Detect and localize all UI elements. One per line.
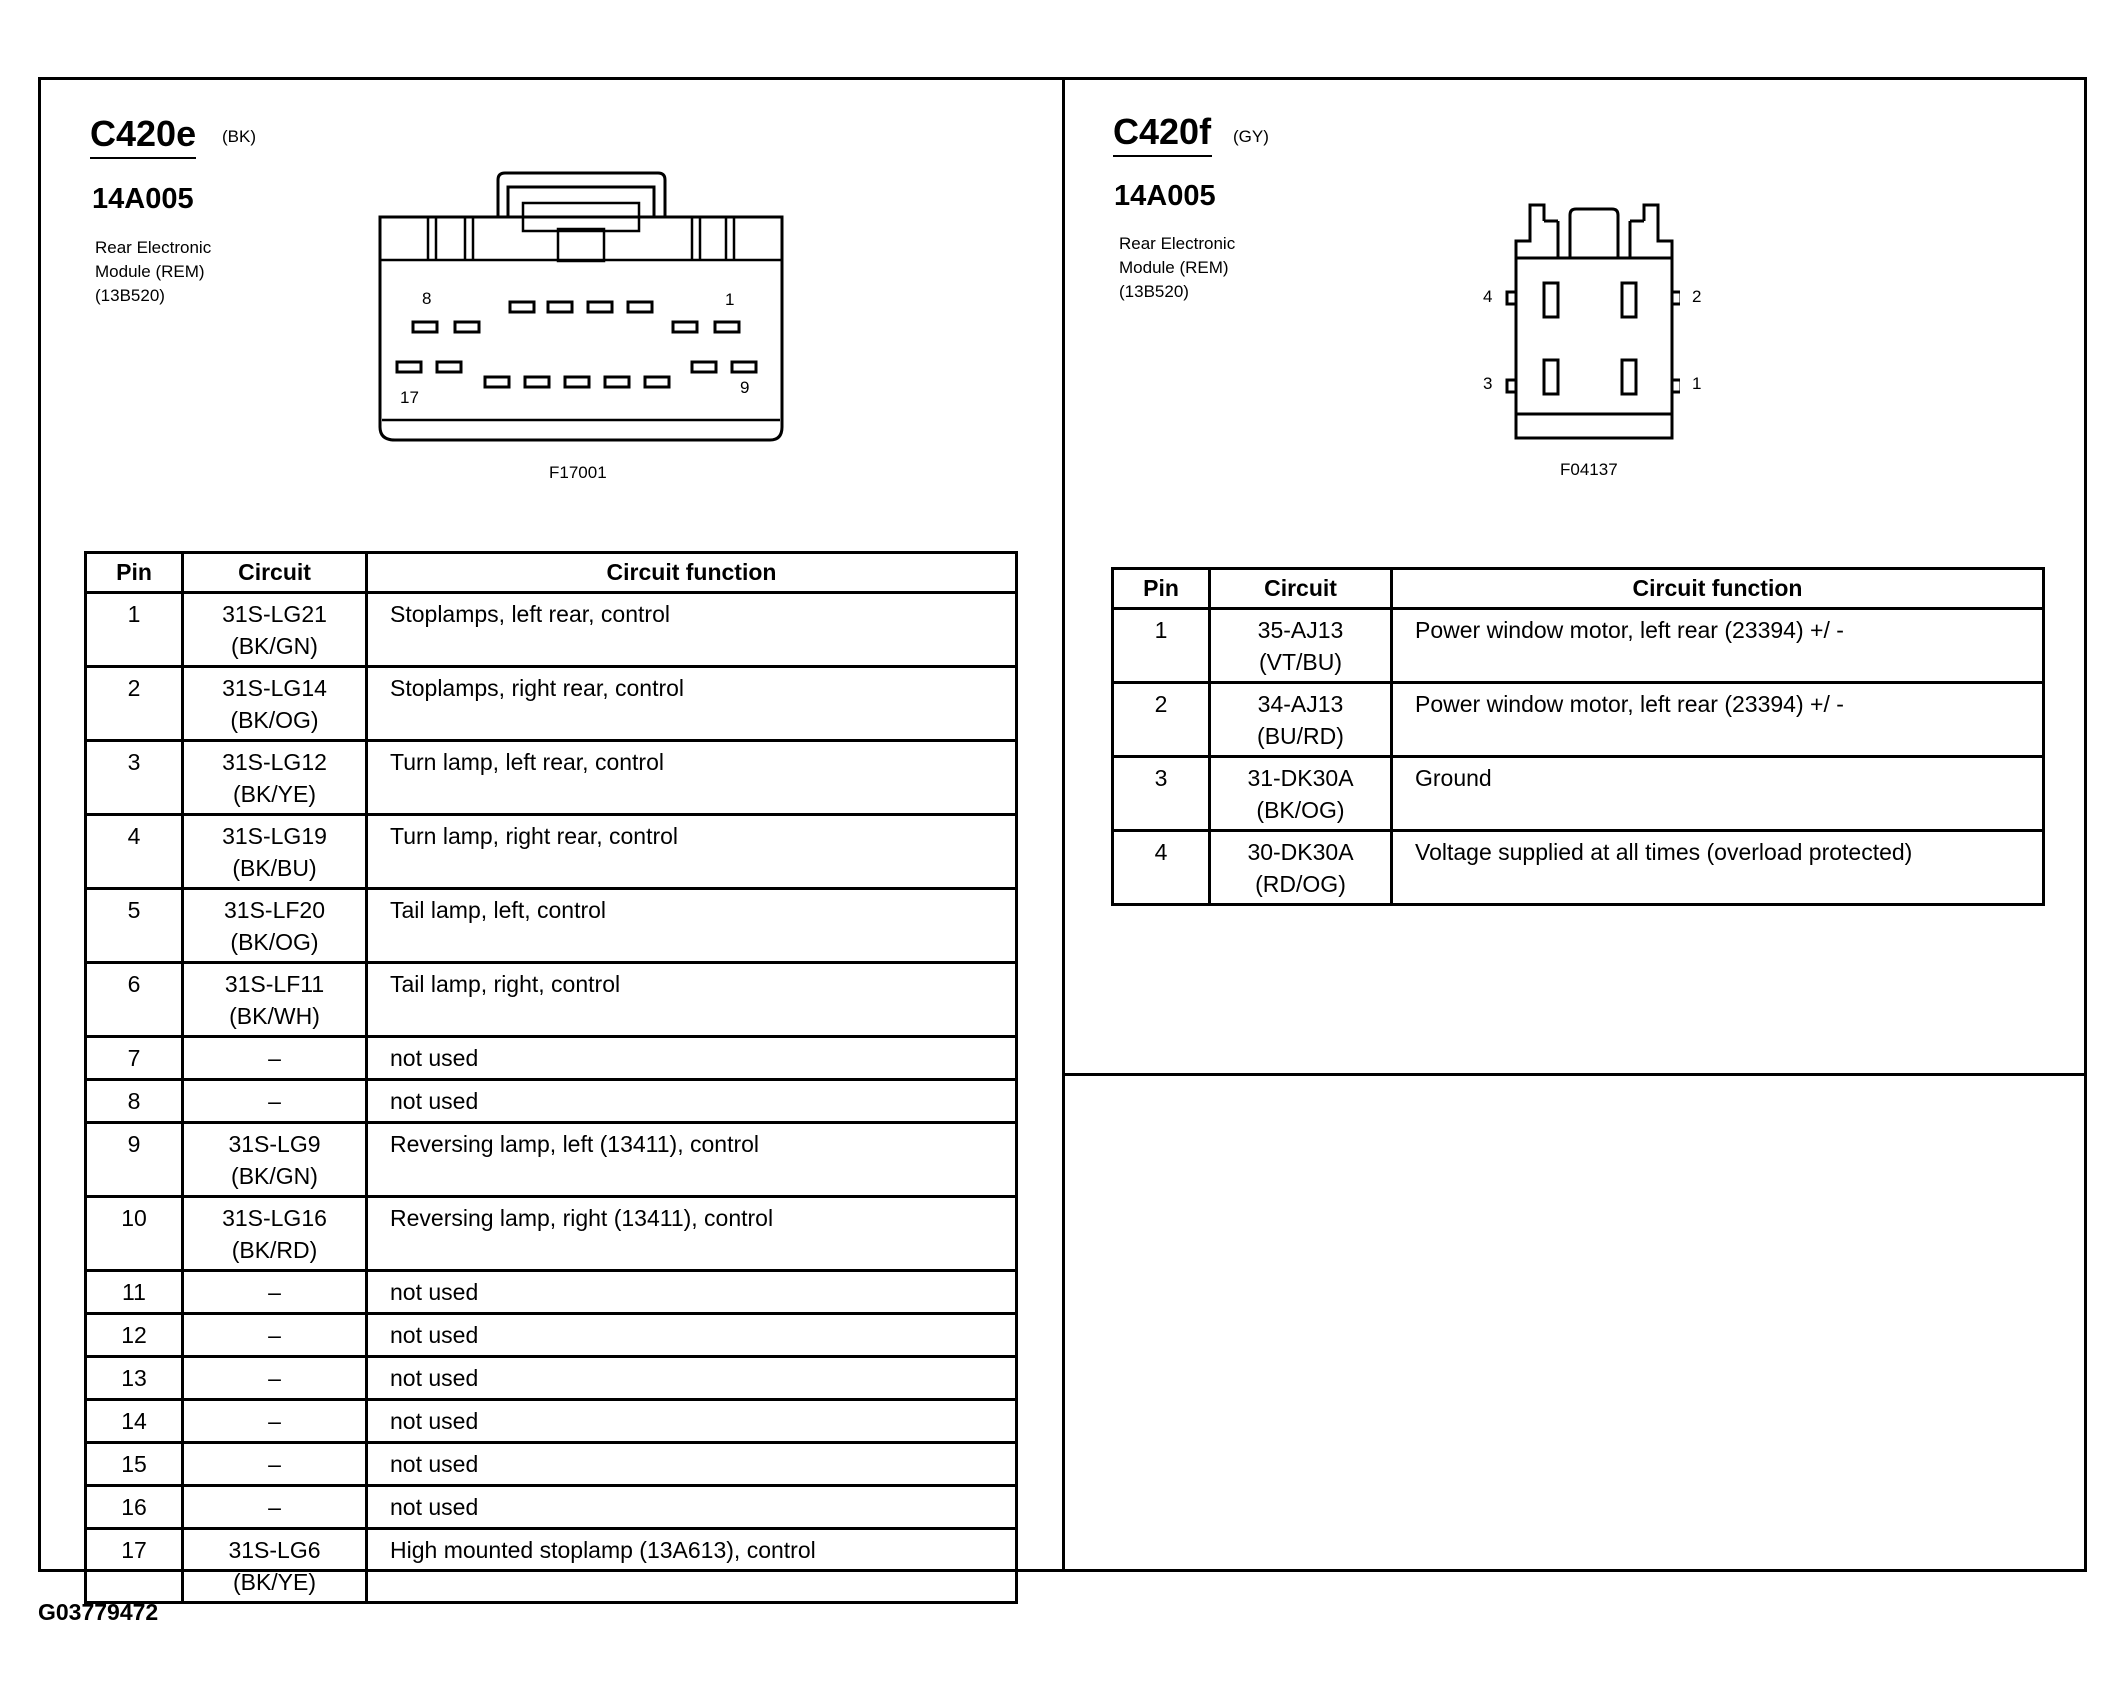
circuit-code: 31S-LF11 bbox=[224, 971, 325, 997]
circuit-code: 31S-LG19 bbox=[222, 823, 327, 849]
wire-color: (BK/OG) bbox=[230, 707, 319, 733]
table-row bbox=[86, 1486, 1017, 1529]
pin-number: 9 bbox=[86, 1123, 183, 1197]
left-module-name: Rear Electronic Module (REM) (13B520) bbox=[95, 238, 212, 305]
table-row bbox=[86, 593, 1017, 667]
circuit-function: Stoplamps, right rear, control bbox=[367, 667, 1017, 741]
table-row bbox=[86, 1314, 1017, 1357]
circuit-function: Reversing lamp, left (13411), control bbox=[367, 1123, 1017, 1197]
right-figure-id: F04137 bbox=[1560, 460, 1618, 479]
circuit-code: 31S-LG21 bbox=[222, 601, 327, 627]
table-row bbox=[86, 963, 1017, 1037]
right-pin-table bbox=[1111, 567, 2045, 906]
right-part-number: 14A005 bbox=[1114, 180, 1216, 212]
left-figure-id: F17001 bbox=[549, 463, 607, 482]
wire-color: (BK/YE) bbox=[232, 1569, 317, 1595]
circuit-function: not used bbox=[367, 1486, 1017, 1529]
circuit-code: 31S-LG6 bbox=[228, 1537, 321, 1563]
circuit-cell bbox=[183, 1357, 367, 1400]
pin-number: 10 bbox=[86, 1197, 183, 1271]
circuit-cell bbox=[183, 1271, 367, 1314]
wire-color: (BK/BU) bbox=[232, 855, 317, 881]
circuit-function: Power window motor, left rear (23394) +/ - bbox=[1392, 683, 2044, 757]
circuit-code: 30-DK30A bbox=[1247, 839, 1354, 865]
circuit-code: – bbox=[268, 1045, 281, 1071]
panel-divider-vertical bbox=[1062, 77, 1065, 1572]
circuit-function: Tail lamp, left, control bbox=[367, 889, 1017, 963]
table-row bbox=[1113, 757, 2044, 831]
circuit-code: 31S-LG16 bbox=[222, 1205, 327, 1231]
right-module-name: Rear Electronic Module (REM) (13B520) bbox=[1119, 234, 1236, 301]
wire-color: (BK/GN) bbox=[231, 633, 318, 659]
circuit-cell bbox=[183, 815, 367, 889]
wire-color: (BK/GN) bbox=[231, 1163, 318, 1189]
circuit-cell bbox=[183, 1443, 367, 1486]
right-header-circuit: Circuit bbox=[1210, 569, 1392, 609]
table-row bbox=[86, 1037, 1017, 1080]
circuit-code: – bbox=[268, 1494, 281, 1520]
right-connector-color: (GY) bbox=[1233, 127, 1269, 146]
table-row bbox=[1113, 831, 2044, 905]
circuit-code: – bbox=[268, 1088, 281, 1114]
pin-number: 13 bbox=[86, 1357, 183, 1400]
right-connector-underline bbox=[1113, 155, 1212, 157]
pin-number: 1 bbox=[86, 593, 183, 667]
wire-color: (VT/BU) bbox=[1258, 649, 1343, 675]
circuit-cell bbox=[183, 593, 367, 667]
table-row bbox=[1113, 609, 2044, 683]
table-row bbox=[86, 1080, 1017, 1123]
left-connector-underline bbox=[90, 157, 196, 159]
circuit-function: not used bbox=[367, 1400, 1017, 1443]
pin-number: 16 bbox=[86, 1486, 183, 1529]
table-row bbox=[86, 1529, 1017, 1603]
table-row bbox=[86, 1197, 1017, 1271]
table-row bbox=[86, 1443, 1017, 1486]
circuit-cell bbox=[183, 963, 367, 1037]
left-pin-cavities bbox=[397, 302, 756, 387]
circuit-cell bbox=[183, 1529, 367, 1603]
pin-number: 3 bbox=[1113, 757, 1210, 831]
circuit-function: Reversing lamp, right (13411), control bbox=[367, 1197, 1017, 1271]
table-row bbox=[86, 1400, 1017, 1443]
pin-number: 8 bbox=[86, 1080, 183, 1123]
circuit-code: 31S-LG12 bbox=[222, 749, 327, 775]
pin-number: 3 bbox=[86, 741, 183, 815]
pin-number: 2 bbox=[86, 667, 183, 741]
wire-color: (BK/WH) bbox=[229, 1003, 320, 1029]
circuit-cell bbox=[1210, 609, 1392, 683]
circuit-cell bbox=[1210, 683, 1392, 757]
table-row bbox=[86, 1123, 1017, 1197]
circuit-cell bbox=[1210, 831, 1392, 905]
left-part-number: 14A005 bbox=[92, 183, 194, 215]
circuit-cell bbox=[183, 1080, 367, 1123]
circuit-code: – bbox=[268, 1322, 281, 1348]
circuit-function: not used bbox=[367, 1314, 1017, 1357]
circuit-function: Stoplamps, left rear, control bbox=[367, 593, 1017, 667]
pin-number: 4 bbox=[86, 815, 183, 889]
table-row bbox=[86, 1357, 1017, 1400]
circuit-cell bbox=[183, 1314, 367, 1357]
circuit-function: Power window motor, left rear (23394) +/ - bbox=[1392, 609, 2044, 683]
circuit-cell bbox=[183, 1037, 367, 1080]
circuit-code: – bbox=[268, 1451, 281, 1477]
pin-number: 4 bbox=[1113, 831, 1210, 905]
pin-number: 5 bbox=[86, 889, 183, 963]
circuit-function: not used bbox=[367, 1271, 1017, 1314]
circuit-cell bbox=[183, 1197, 367, 1271]
pin-number: 17 bbox=[86, 1529, 183, 1603]
circuit-function: not used bbox=[367, 1357, 1017, 1400]
left-diagram-label-8: 8 bbox=[422, 289, 432, 308]
pin-number: 11 bbox=[86, 1271, 183, 1314]
wire-color: (BK/RD) bbox=[231, 1237, 318, 1263]
wire-color: (RD/OG) bbox=[1255, 871, 1346, 897]
left-connector-color: (BK) bbox=[222, 127, 256, 146]
pin-number: 2 bbox=[1113, 683, 1210, 757]
circuit-cell bbox=[183, 667, 367, 741]
circuit-code: – bbox=[268, 1279, 281, 1305]
circuit-cell bbox=[183, 1123, 367, 1197]
circuit-code: 34-AJ13 bbox=[1257, 691, 1344, 717]
right-diagram-label-1: 1 bbox=[1692, 374, 1702, 393]
pin-number: 1 bbox=[1113, 609, 1210, 683]
circuit-code: 31-DK30A bbox=[1247, 765, 1354, 791]
right-diagram-label-3: 3 bbox=[1483, 374, 1493, 393]
circuit-function: Voltage supplied at all times (overload protected) bbox=[1392, 831, 2044, 905]
circuit-function: Turn lamp, left rear, control bbox=[367, 741, 1017, 815]
circuit-function: High mounted stoplamp (13A613), control bbox=[367, 1529, 1017, 1603]
left-diagram-label-9: 9 bbox=[740, 378, 750, 397]
left-connector-title: C420e bbox=[90, 113, 197, 154]
circuit-code: – bbox=[268, 1408, 281, 1434]
left-diagram-label-17: 17 bbox=[400, 388, 419, 407]
left-diagram-label-1: 1 bbox=[725, 290, 735, 309]
table-row bbox=[86, 889, 1017, 963]
pin-number: 14 bbox=[86, 1400, 183, 1443]
table-row bbox=[86, 741, 1017, 815]
pin-number: 6 bbox=[86, 963, 183, 1037]
right-connector-diagram bbox=[1500, 195, 1680, 445]
left-header-pin: Pin bbox=[86, 553, 183, 593]
circuit-code: 35-AJ13 bbox=[1257, 617, 1344, 643]
circuit-cell bbox=[183, 741, 367, 815]
circuit-cell bbox=[183, 1486, 367, 1529]
left-header-function: Circuit function bbox=[367, 553, 1017, 593]
circuit-code: 31S-LG9 bbox=[228, 1131, 321, 1157]
right-header-function: Circuit function bbox=[1392, 569, 2044, 609]
right-diagram-label-4: 4 bbox=[1483, 287, 1493, 306]
circuit-code: 31S-LG14 bbox=[222, 675, 327, 701]
table-row bbox=[86, 667, 1017, 741]
left-pin-table bbox=[84, 551, 1018, 1604]
circuit-cell bbox=[183, 889, 367, 963]
panel-divider-horizontal bbox=[1062, 1073, 2087, 1076]
pin-number: 15 bbox=[86, 1443, 183, 1486]
circuit-function: not used bbox=[367, 1443, 1017, 1486]
table-row bbox=[86, 815, 1017, 889]
document-id: G03779472 bbox=[38, 1599, 159, 1625]
right-connector-title: C420f bbox=[1113, 111, 1212, 152]
wire-color: (BK/OG) bbox=[1256, 797, 1345, 823]
pin-number: 7 bbox=[86, 1037, 183, 1080]
table-row bbox=[86, 1271, 1017, 1314]
wire-color: (BK/OG) bbox=[230, 929, 319, 955]
circuit-code: – bbox=[268, 1365, 281, 1391]
circuit-cell bbox=[183, 1400, 367, 1443]
circuit-function: Ground bbox=[1392, 757, 2044, 831]
left-header-circuit: Circuit bbox=[183, 553, 367, 593]
circuit-function: not used bbox=[367, 1037, 1017, 1080]
circuit-code: 31S-LF20 bbox=[223, 897, 325, 923]
circuit-cell bbox=[1210, 757, 1392, 831]
pin-number: 12 bbox=[86, 1314, 183, 1357]
circuit-function: Tail lamp, right, control bbox=[367, 963, 1017, 1037]
wire-color: (BK/YE) bbox=[232, 781, 317, 807]
table-row bbox=[1113, 683, 2044, 757]
circuit-function: not used bbox=[367, 1080, 1017, 1123]
wire-color: (BU/RD) bbox=[1257, 723, 1344, 749]
right-header-pin: Pin bbox=[1113, 569, 1210, 609]
right-diagram-label-2: 2 bbox=[1692, 287, 1702, 306]
circuit-function: Turn lamp, right rear, control bbox=[367, 815, 1017, 889]
